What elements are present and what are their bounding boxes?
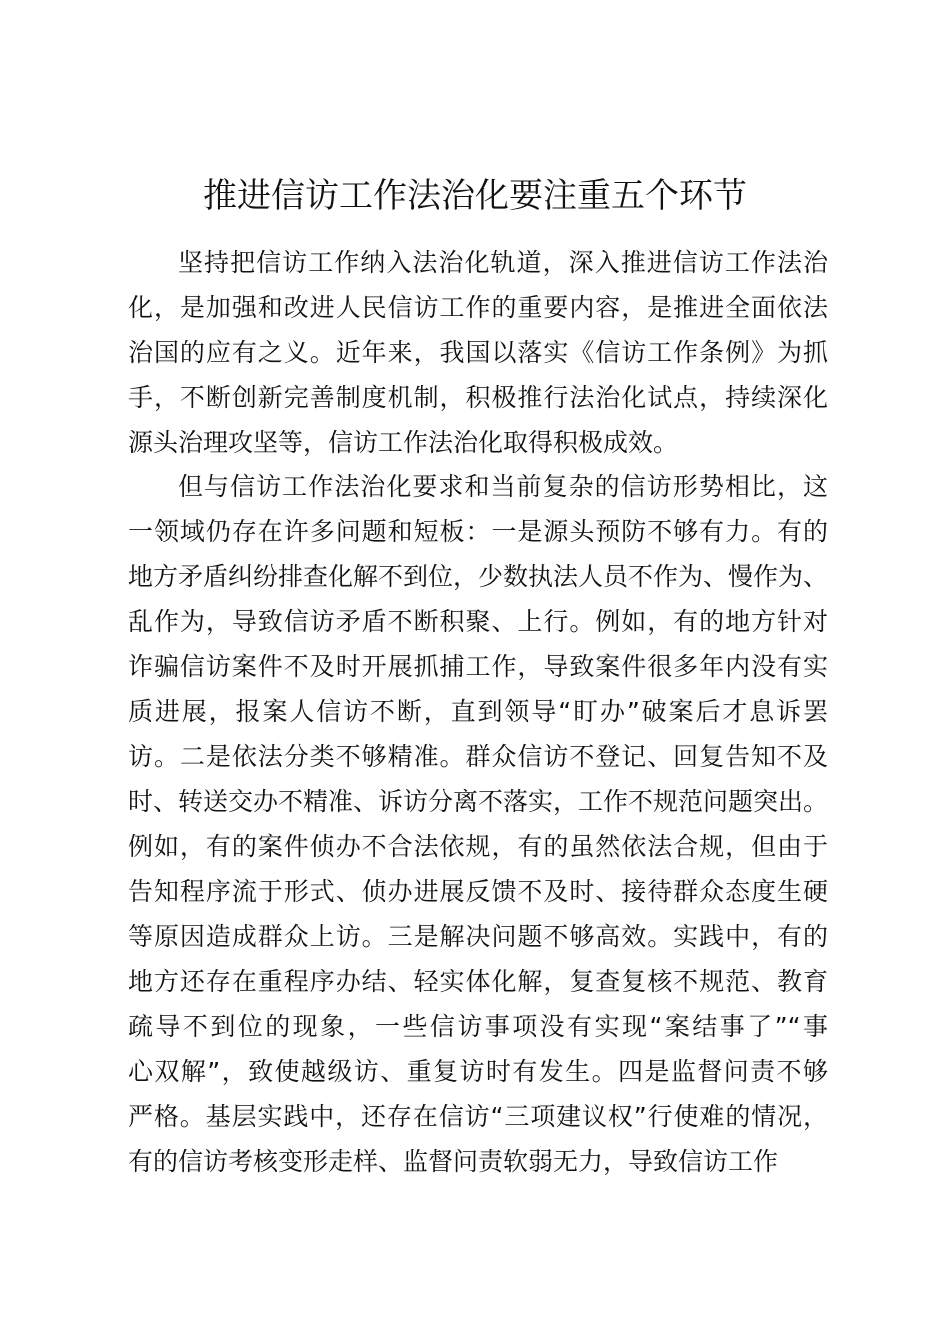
text-line: 心双解”，致使越级访、重复访时有发生。四是监督问责不够 (128, 1057, 828, 1086)
text-line: 等原因造成群众上访。三是解决问题不够高效。实践中，有的 (128, 922, 828, 951)
text-line: 质进展，报案人信访不断，直到领导“盯办”破案后才息诉罢 (128, 697, 828, 726)
document-title: 推进信访工作法治化要注重五个环节 (203, 176, 747, 216)
text-line: 源头治理攻坚等，信访工作法治化取得积极成效。 (128, 428, 679, 457)
text-line: 时、转送交办不精准、诉访分离不落实，工作不规范问题突出。 (128, 787, 829, 816)
text-line: 手，不断创新完善制度机制，积极推行法治化试点，持续深化 (128, 383, 828, 412)
text-line: 有的信访考核变形走样、监督问责软弱无力，导致信访工作 (128, 1147, 779, 1176)
text-line: 诈骗信访案件不及时开展抓捕工作，导致案件很多年内没有实 (128, 652, 828, 681)
text-line: 地方还存在重程序办结、轻实体化解，复查复核不规范、教育 (128, 967, 828, 996)
text-line: 乱作为，导致信访矛盾不断积聚、上行。例如，有的地方针对 (128, 607, 828, 636)
text-line: 坚持把信访工作纳入法治化轨道，深入推进信访工作法治 (178, 248, 828, 277)
text-line: 化，是加强和改进人民信访工作的重要内容，是推进全面依法 (128, 293, 828, 322)
text-line: 治国的应有之义。近年来，我国以落实《信访工作条例》为抓 (128, 338, 828, 367)
text-line: 例如，有的案件侦办不合法依规，有的虽然依法合规，但由于 (128, 832, 828, 861)
text-line: 疏导不到位的现象，一些信访事项没有实现“案结事了”“事 (128, 1012, 828, 1041)
text-line: 但与信访工作法治化要求和当前复杂的信访形势相比，这 (178, 472, 828, 501)
text-line: 地方矛盾纠纷排查化解不到位，少数执法人员不作为、慢作为、 (128, 562, 829, 591)
text-line: 访。二是依法分类不够精准。群众信访不登记、回复告知不及 (128, 742, 828, 771)
text-line: 严格。基层实践中，还存在信访“三项建议权”行使难的情况， (128, 1102, 828, 1131)
text-line: 一领域仍存在许多问题和短板：一是源头预防不够有力。有的 (128, 517, 828, 546)
paragraph-2 (128, 464, 828, 1184)
paragraph-1 (128, 240, 828, 465)
text-line: 告知程序流于形式、侦办进展反馈不及时、接待群众态度生硬 (128, 877, 828, 906)
